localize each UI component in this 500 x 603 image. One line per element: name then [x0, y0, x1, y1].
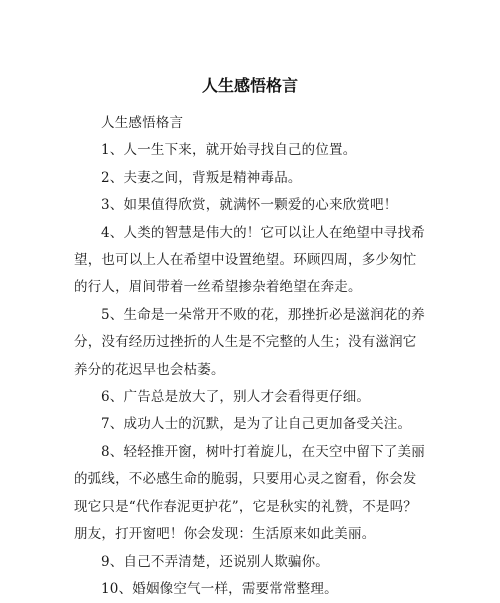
paragraph: 7、成功人士的沉默，是为了让自己更加备受关注。 — [101, 416, 412, 433]
paragraph: 8、轻轻推开窗，树叶打着旋儿，在天空中留下了美丽的弧线，不必感生命的脆弱，只要用心灵之窗看，你会发现它只是“代作春泥更护花”，它是秋实的礼赞，不是吗？朋友，打开窗吧！你会发现：生活原来如此美丽。 — [74, 443, 425, 543]
paragraph: 4、人类的智慧是伟大的！它可以让人在绝望中寻找希望，也可以上人在希望中设置绝望。环顾四周，多少匆忙的行人，眉间带着一丝希望掺杂着绝望在奔走。 — [74, 224, 425, 296]
paragraph: 2、夫妻之间，背叛是精神毒品。 — [101, 169, 302, 186]
document-body — [74, 110, 426, 603]
paragraph: 人生感悟格言 — [101, 115, 184, 131]
paragraph: 10、婚姻像空气一样，需要常常整理。 — [101, 580, 338, 597]
paragraph: 9、自己不弄清楚，还说别人欺骗你。 — [101, 553, 329, 570]
paragraph: 1、人一生下来，就开始寻找自己的位置。 — [101, 142, 357, 159]
document-title: 人生感悟格言 — [201, 76, 298, 95]
paragraph: 6、广告总是放大了，别人才会看得更仔细。 — [101, 389, 371, 406]
paragraph: 5、生命是一朵常开不败的花，那挫折必是滋润花的养分，没有经历过挫折的人生是不完整的人生；没有滋润它养分的花迟早也会枯萎。 — [74, 306, 425, 378]
paragraph: 3、如果值得欣赏，就满怀一颗爱的心来欣赏吧！ — [101, 197, 398, 214]
